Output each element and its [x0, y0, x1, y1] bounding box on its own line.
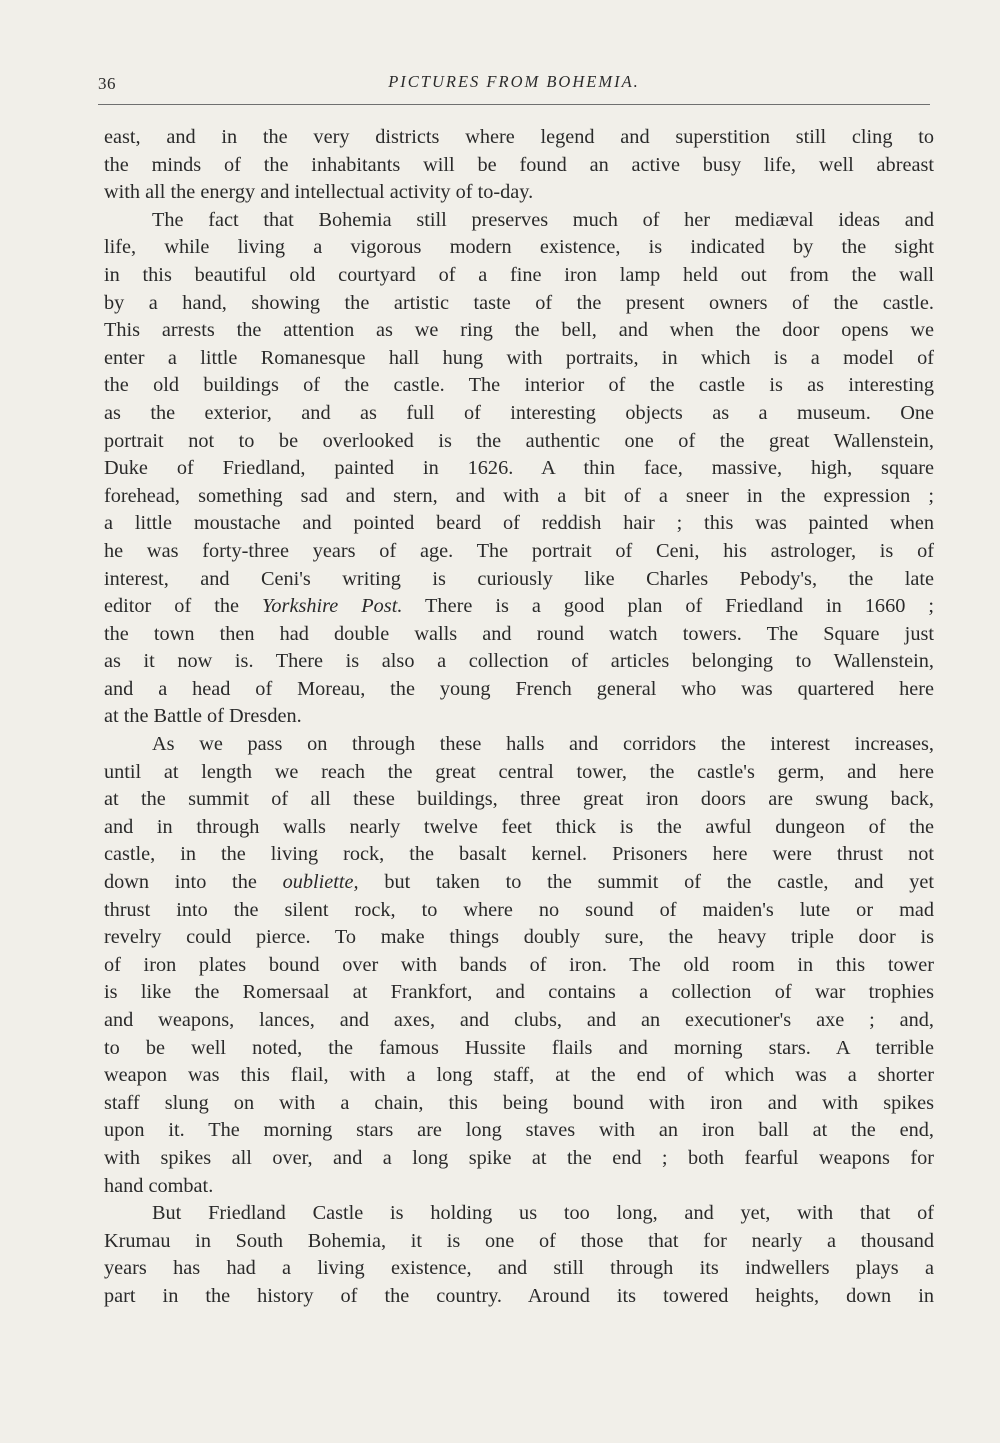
text-line: as it now is. There is also a collection of articles belonging to Wallenstein, [104, 650, 934, 673]
text-line: staff slung on with a chain, this being bound with iron and with spikes [104, 1091, 934, 1114]
page-number: 36 [98, 74, 116, 93]
text-line: he was forty-three years of age. The portrait of Ceni, his astrologer, is of [104, 539, 934, 562]
text-line: to be well noted, the famous Hussite flails and morning stars. A terrible [104, 1036, 934, 1059]
text-line: The fact that Bohemia still preserves much of her mediæval ideas and [152, 208, 934, 231]
text-line: upon it. The morning stars are long staves with an iron ball at the end, [104, 1119, 934, 1142]
text-line: the town then had double walls and round watch towers. The Square just [104, 622, 934, 645]
text-line: Duke of Friedland, painted in 1626. A thin face, massive, high, square [104, 457, 934, 480]
text-line: thrust into the silent rock, to where no sound of maiden's lute or mad [104, 898, 934, 921]
text-line: as the exterior, and as full of interesting objects as a museum. One [104, 401, 934, 424]
text-line: until at length we reach the great central tower, the castle's germ, and here [104, 760, 934, 783]
text-line: weapon was this flail, with a long staff, at the end of which was a shorter [104, 1064, 934, 1087]
text-line [104, 869, 934, 897]
text-line: life, while living a vigorous modern existence, is indicated by the sight [104, 236, 934, 259]
text-line: east, and in the very districts where legend and superstition still cling to [104, 126, 934, 148]
text-line: years has had a living existence, and still through its indwellers plays a [104, 1257, 934, 1280]
text-line: a little moustache and pointed beard of reddish hair ; this was painted when [104, 512, 934, 535]
text-line: forehead, something sad and stern, and with a bit of a sneer in the expression ; [104, 484, 934, 507]
text-line: and weapons, lances, and axes, and clubs, and an executioner's axe ; and, [104, 1009, 934, 1031]
text-line: Krumau in South Bohemia, it is one of those that for nearly a thousand [104, 1229, 934, 1252]
text-line: in this beautiful old courtyard of a fine iron lamp held out from the wall [104, 263, 934, 286]
text-line: castle, in the living rock, the basalt kernel. Prisoners here were thrust not [104, 843, 934, 866]
body-text [104, 124, 934, 1311]
page-header [98, 66, 930, 106]
running-head: PICTURES FROM BOHEMIA. [388, 72, 640, 91]
text-line: by a hand, showing the artistic taste of the present owners of the castle. [104, 291, 934, 314]
text-line: of iron plates bound over with bands of iron. The old room in this tower [104, 953, 934, 976]
text-line [104, 593, 934, 621]
text-run: down into the [104, 871, 283, 894]
text-line: part in the history of the country. Around its towered heights, down in [104, 1284, 934, 1307]
text-line: interest, and Ceni's writing is curiously like Charles Pebody's, the late [104, 567, 934, 590]
text-line: and a head of Moreau, the young French general who was quartered here [104, 677, 934, 700]
text-line: portrait not to be overlooked is the authentic one of the great Wallenstein, [104, 429, 934, 452]
text-line: and in through walls nearly twelve feet thick is the awful dungeon of the [104, 815, 934, 838]
text-line: is like the Romersaal at Frankfort, and contains a collection of war trophies [104, 981, 934, 1004]
text-line: But Friedland Castle is holding us too long, and yet, with that of [152, 1202, 934, 1225]
text-line: at the summit of all these buildings, three great iron doors are swung back, [104, 788, 934, 811]
text-run: but taken to the summit of the castle, and yet [358, 871, 934, 894]
text-line: hand combat. [104, 1174, 214, 1197]
text-line: This arrests the attention as we ring the bell, and when the door opens we [104, 319, 934, 342]
text-line: with all the energy and intellectual activity of to-day. [104, 181, 534, 204]
text-line: the minds of the inhabitants will be found an active busy life, well abreast [104, 153, 934, 176]
text-line: with spikes all over, and a long spike at the end ; both fearful weapons for [104, 1146, 934, 1169]
header-rule [98, 104, 930, 105]
text-line: enter a little Romanesque hall hung with portraits, in which is a model of [104, 346, 934, 369]
text-run: There is a good plan of Friedland in 1660 ; [402, 595, 934, 618]
text-run: editor of the [104, 595, 262, 618]
text-line: As we pass on through these halls and corridors the interest increases, [152, 733, 934, 756]
text-line: revelry could pierce. To make things doubly sure, the heavy triple door is [104, 926, 934, 949]
text-line: at the Battle of Dresden. [104, 705, 302, 728]
text-line: the old buildings of the castle. The interior of the castle is as interesting [104, 374, 934, 397]
italic-text: oubliette, [282, 871, 359, 894]
italic-text: Yorkshire Post. [262, 595, 403, 618]
